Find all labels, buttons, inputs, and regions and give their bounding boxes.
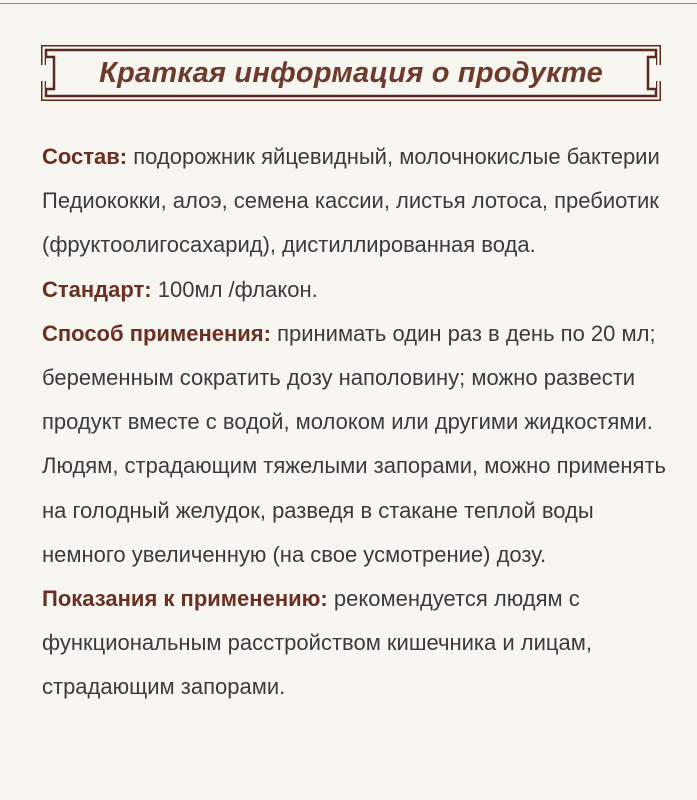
product-info bbox=[42, 135, 667, 710]
section-composition bbox=[42, 135, 667, 268]
section-standard bbox=[42, 268, 667, 312]
page-title: Краткая информация о продукте bbox=[99, 56, 603, 89]
top-divider bbox=[0, 3, 697, 4]
section-usage bbox=[42, 312, 667, 577]
title-banner bbox=[41, 45, 661, 101]
section-text: 100мл /флакон. bbox=[157, 276, 318, 302]
section-label: Способ применения: bbox=[42, 320, 271, 346]
section-text: рекомендуется людям с функциональным расстройством кишечника и лицам, страдающим запорами. bbox=[42, 586, 592, 700]
section-label: Стандарт: bbox=[42, 276, 152, 302]
section-text: принимать один раз в день по 20 мл; беременным сократить дозу наполовину; можно развести продукт вместе с водой, молоком или другими жидкостями. Людям, страдающим тяжелыми запорами, можно применять на голодный желудок, разведя в стакане теплой воды немного увеличенную (на свое усмотрение) дозу. bbox=[42, 320, 666, 567]
section-label: Показания к применению: bbox=[42, 586, 328, 612]
section-text: подорожник яйцевидный, молочнокислые бактерии Педиококки, алоэ, семена кассии, листья лотоса, пребиотик (фруктоолигосахарид), дистиллированная вода. bbox=[42, 144, 660, 258]
section-indications bbox=[42, 577, 667, 710]
section-label: Состав: bbox=[42, 144, 128, 169]
